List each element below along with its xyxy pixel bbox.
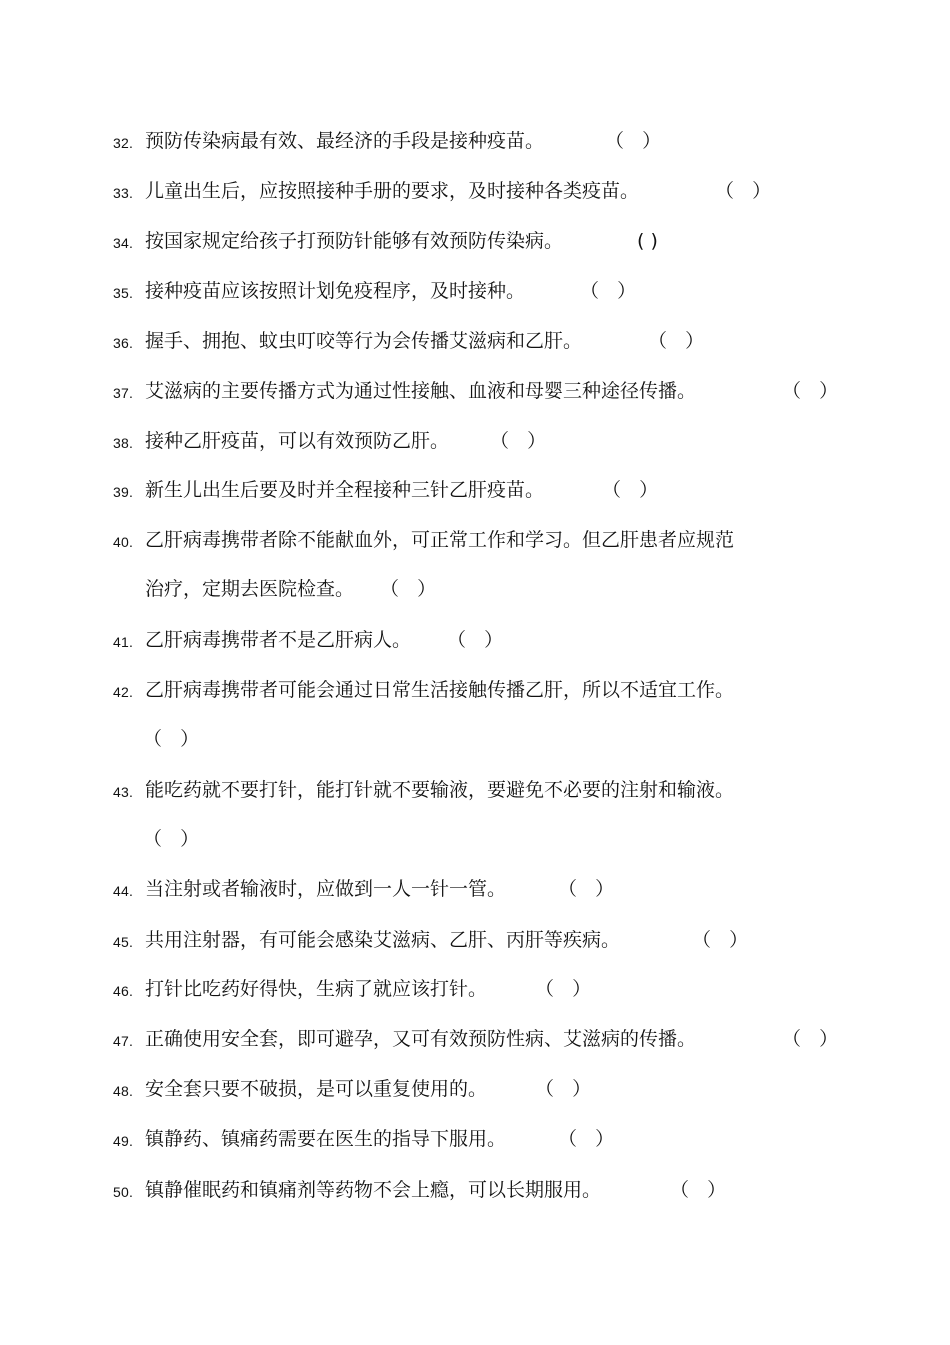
- answer-blank[interactable]: （ ）: [580, 280, 637, 302]
- question-item: [0, 277, 950, 307]
- answer-blank[interactable]: （ ）: [143, 828, 200, 850]
- question-number: 40.: [113, 534, 134, 550]
- answer-blank[interactable]: （ ）: [670, 1179, 727, 1201]
- question-text: 乙肝病毒携带者不是乙肝病人。: [145, 629, 412, 651]
- answer-blank[interactable]: （ ）: [602, 479, 659, 501]
- question-number: 42.: [113, 684, 134, 700]
- question-item: [0, 127, 950, 157]
- answer-blank[interactable]: （ ）: [692, 929, 749, 951]
- question-item: [0, 526, 950, 556]
- question-item: [0, 1025, 950, 1055]
- question-item: [0, 1075, 950, 1105]
- question-text: 接种疫苗应该按照计划免疫程序，及时接种。: [145, 280, 526, 302]
- question-number: 43.: [113, 784, 134, 800]
- question-item: [0, 327, 950, 357]
- question-number: 41.: [113, 634, 134, 650]
- question-number: 32.: [113, 135, 134, 151]
- answer-blank[interactable]: （ ）: [535, 978, 592, 1000]
- question-text: 新生儿出生后要及时并全程接种三针乙肝疫苗。: [145, 479, 545, 501]
- question-number: 33.: [113, 185, 134, 201]
- question-item: [0, 177, 950, 207]
- question-item: [0, 377, 950, 407]
- question-item: [0, 1125, 950, 1155]
- question-text: 打针比吃药好得快，生病了就应该打针。: [145, 978, 488, 1000]
- answer-blank[interactable]: （ ）: [535, 1078, 592, 1100]
- question-continuation: [0, 825, 950, 855]
- answer-blank[interactable]: （ ）: [380, 578, 437, 600]
- question-text: 预防传染病最有效、最经济的手段是接种疫苗。: [145, 130, 545, 152]
- question-item: [0, 926, 950, 956]
- question-text: 能吃药就不要打针，能打针就不要输液，要避免不必要的注射和输液。: [145, 779, 735, 801]
- question-text: 安全套只要不破损，是可以重复使用的。: [145, 1078, 488, 1100]
- question-number: 50.: [113, 1184, 134, 1200]
- question-text: 共用注射器，有可能会感染艾滋病、乙肝、丙肝等疾病。: [145, 929, 621, 951]
- answer-blank[interactable]: ( ): [637, 230, 658, 252]
- question-item: [0, 227, 950, 257]
- question-number: 47.: [113, 1033, 134, 1049]
- question-continuation: [0, 725, 950, 755]
- question-continuation: [0, 575, 950, 605]
- question-text: 按国家规定给孩子打预防针能够有效预防传染病。: [145, 230, 564, 252]
- question-text-continued: 治疗，定期去医院检查。: [145, 578, 355, 600]
- question-number: 44.: [113, 883, 134, 899]
- question-item: [0, 626, 950, 656]
- question-text: 镇静催眠药和镇痛剂等药物不会上瘾，可以长期服用。: [145, 1179, 602, 1201]
- question-number: 37.: [113, 385, 134, 401]
- question-item: [0, 676, 950, 706]
- answer-blank[interactable]: （ ）: [605, 130, 662, 152]
- question-number: 34.: [113, 235, 134, 251]
- answer-blank[interactable]: （ ）: [782, 380, 839, 402]
- question-number: 35.: [113, 285, 134, 301]
- question-number: 38.: [113, 435, 134, 451]
- question-number: 48.: [113, 1083, 134, 1099]
- question-text: 艾滋病的主要传播方式为通过性接触、血液和母婴三种途径传播。: [145, 380, 697, 402]
- question-text: 接种乙肝疫苗，可以有效预防乙肝。: [145, 430, 450, 452]
- question-number: 46.: [113, 983, 134, 999]
- answer-blank[interactable]: （ ）: [447, 629, 504, 651]
- question-number: 49.: [113, 1133, 134, 1149]
- question-item: [0, 875, 950, 905]
- answer-blank[interactable]: （ ）: [648, 330, 705, 352]
- question-item: [0, 975, 950, 1005]
- question-text: 握手、拥抱、蚊虫叮咬等行为会传播艾滋病和乙肝。: [145, 330, 583, 352]
- answer-blank[interactable]: （ ）: [558, 878, 615, 900]
- answer-blank[interactable]: （ ）: [782, 1028, 839, 1050]
- question-text: 镇静药、镇痛药需要在医生的指导下服用。: [145, 1128, 507, 1150]
- question-number: 36.: [113, 335, 134, 351]
- question-item: [0, 476, 950, 506]
- question-text: 乙肝病毒携带者除不能献血外，可正常工作和学习。但乙肝患者应规范: [145, 529, 735, 551]
- question-text: 乙肝病毒携带者可能会通过日常生活接触传播乙肝，所以不适宜工作。: [145, 679, 735, 701]
- question-number: 39.: [113, 484, 134, 500]
- question-text: 儿童出生后，应按照接种手册的要求，及时接种各类疫苗。: [145, 180, 640, 202]
- question-number: 45.: [113, 934, 134, 950]
- question-item: [0, 776, 950, 806]
- answer-blank[interactable]: （ ）: [143, 728, 200, 750]
- answer-blank[interactable]: （ ）: [715, 180, 772, 202]
- question-item: [0, 1176, 950, 1206]
- answer-blank[interactable]: （ ）: [558, 1128, 615, 1150]
- question-text: 正确使用安全套，即可避孕，又可有效预防性病、艾滋病的传播。: [145, 1028, 697, 1050]
- answer-blank[interactable]: （ ）: [490, 430, 547, 452]
- question-item: [0, 427, 950, 457]
- question-text: 当注射或者输液时，应做到一人一针一管。: [145, 878, 507, 900]
